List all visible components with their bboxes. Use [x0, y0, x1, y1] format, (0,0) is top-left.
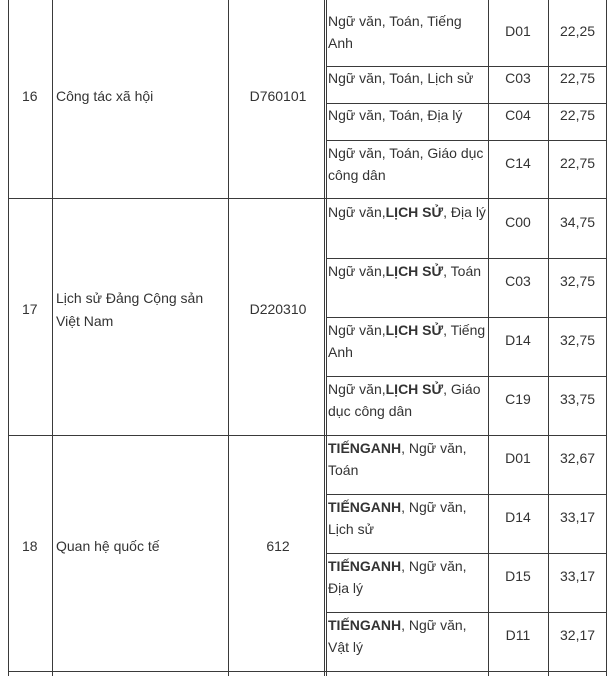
row-17-stt: 17 [22, 301, 38, 317]
table-border-left [8, 0, 9, 676]
row-17-combo-2: Ngữ văn,LỊCH SỬ, Toán [328, 263, 482, 279]
row-16-score-3: 22,75 [560, 107, 596, 123]
row-17-code: D220310 [249, 301, 307, 317]
row-16-combo-1: Ngữ văn, Toán, Tiếng Anh [328, 13, 462, 51]
row-18-code: 612 [266, 538, 290, 554]
row-divider [326, 140, 607, 141]
row-17-combo-4: Ngữ văn,LỊCH SỬ, Giáo dục công dân [328, 381, 481, 419]
row-16-score-2: 22,75 [560, 70, 596, 86]
row-18-group-2: D14 [505, 509, 531, 525]
row-18-score-3: 33,17 [560, 568, 596, 584]
row-divider [8, 198, 607, 199]
row-18-combo-1: TIẾNGANH, Ngữ văn, Toán [328, 440, 467, 478]
row-16-score-4: 22,75 [560, 155, 596, 171]
column-divider [548, 0, 549, 676]
row-16-combo-3: Ngữ văn, Toán, Địa lý [328, 107, 463, 123]
table-border-right [606, 0, 607, 676]
row-16-group-2: C03 [505, 70, 531, 86]
row-16-stt: 16 [22, 88, 38, 104]
column-divider [324, 0, 325, 676]
row-16-name: Công tác xã hội [56, 88, 154, 104]
row-divider [326, 317, 607, 318]
row-16-code: D760101 [249, 88, 307, 104]
row-divider [8, 671, 607, 672]
row-16-combo-2: Ngữ văn, Toán, Lịch sử [328, 70, 474, 86]
row-18-score-4: 32,17 [560, 627, 596, 643]
row-16-combo-4: Ngữ văn, Toán, Giáo dục công dân [328, 145, 484, 183]
row-18-combo-2: TIẾNGANH, Ngữ văn, Lịch sử [328, 499, 467, 537]
row-divider [326, 612, 607, 613]
row-18-stt: 18 [22, 538, 38, 554]
row-17-score-1: 34,75 [560, 214, 596, 230]
row-18-name: Quan hệ quốc tế [56, 538, 160, 554]
row-17-score-2: 32,75 [560, 273, 596, 289]
row-divider [326, 494, 607, 495]
column-divider [488, 0, 489, 676]
row-divider [8, 435, 607, 436]
row-divider [326, 258, 607, 259]
row-16-score-1: 22,25 [560, 23, 596, 39]
row-17-name: Lịch sử Đảng Cộng sản Việt Nam [56, 290, 204, 329]
row-17-combo-3: Ngữ văn,LỊCH SỬ, Tiếng Anh [328, 322, 486, 360]
row-17-group-2: C03 [505, 273, 531, 289]
row-16-group-3: C04 [505, 107, 531, 123]
row-divider [326, 66, 607, 67]
row-17-score-4: 33,75 [560, 391, 596, 407]
column-divider [52, 0, 53, 676]
column-divider [326, 0, 327, 676]
row-divider [326, 376, 607, 377]
row-18-combo-4: TIẾNGANH, Ngữ văn, Vật lý [328, 617, 467, 655]
row-16-group-1: D01 [505, 23, 531, 39]
row-18-group-1: D01 [505, 450, 531, 466]
column-divider [228, 0, 229, 676]
row-18-group-4: D11 [505, 627, 531, 643]
row-16-group-4: C14 [505, 155, 531, 171]
row-18-combo-3: TIẾNGANH, Ngữ văn, Địa lý [328, 558, 467, 596]
row-17-group-1: C00 [505, 214, 531, 230]
row-17-group-3: D14 [505, 332, 531, 348]
row-18-group-3: D15 [505, 568, 531, 584]
row-17-group-4: C19 [505, 391, 531, 407]
row-17-score-3: 32,75 [560, 332, 596, 348]
row-divider [326, 103, 607, 104]
row-17-combo-1: Ngữ văn,LỊCH SỬ, Địa lý [328, 204, 486, 220]
row-18-score-2: 33,17 [560, 509, 596, 525]
row-divider [326, 553, 607, 554]
row-18-score-1: 32,67 [560, 450, 596, 466]
